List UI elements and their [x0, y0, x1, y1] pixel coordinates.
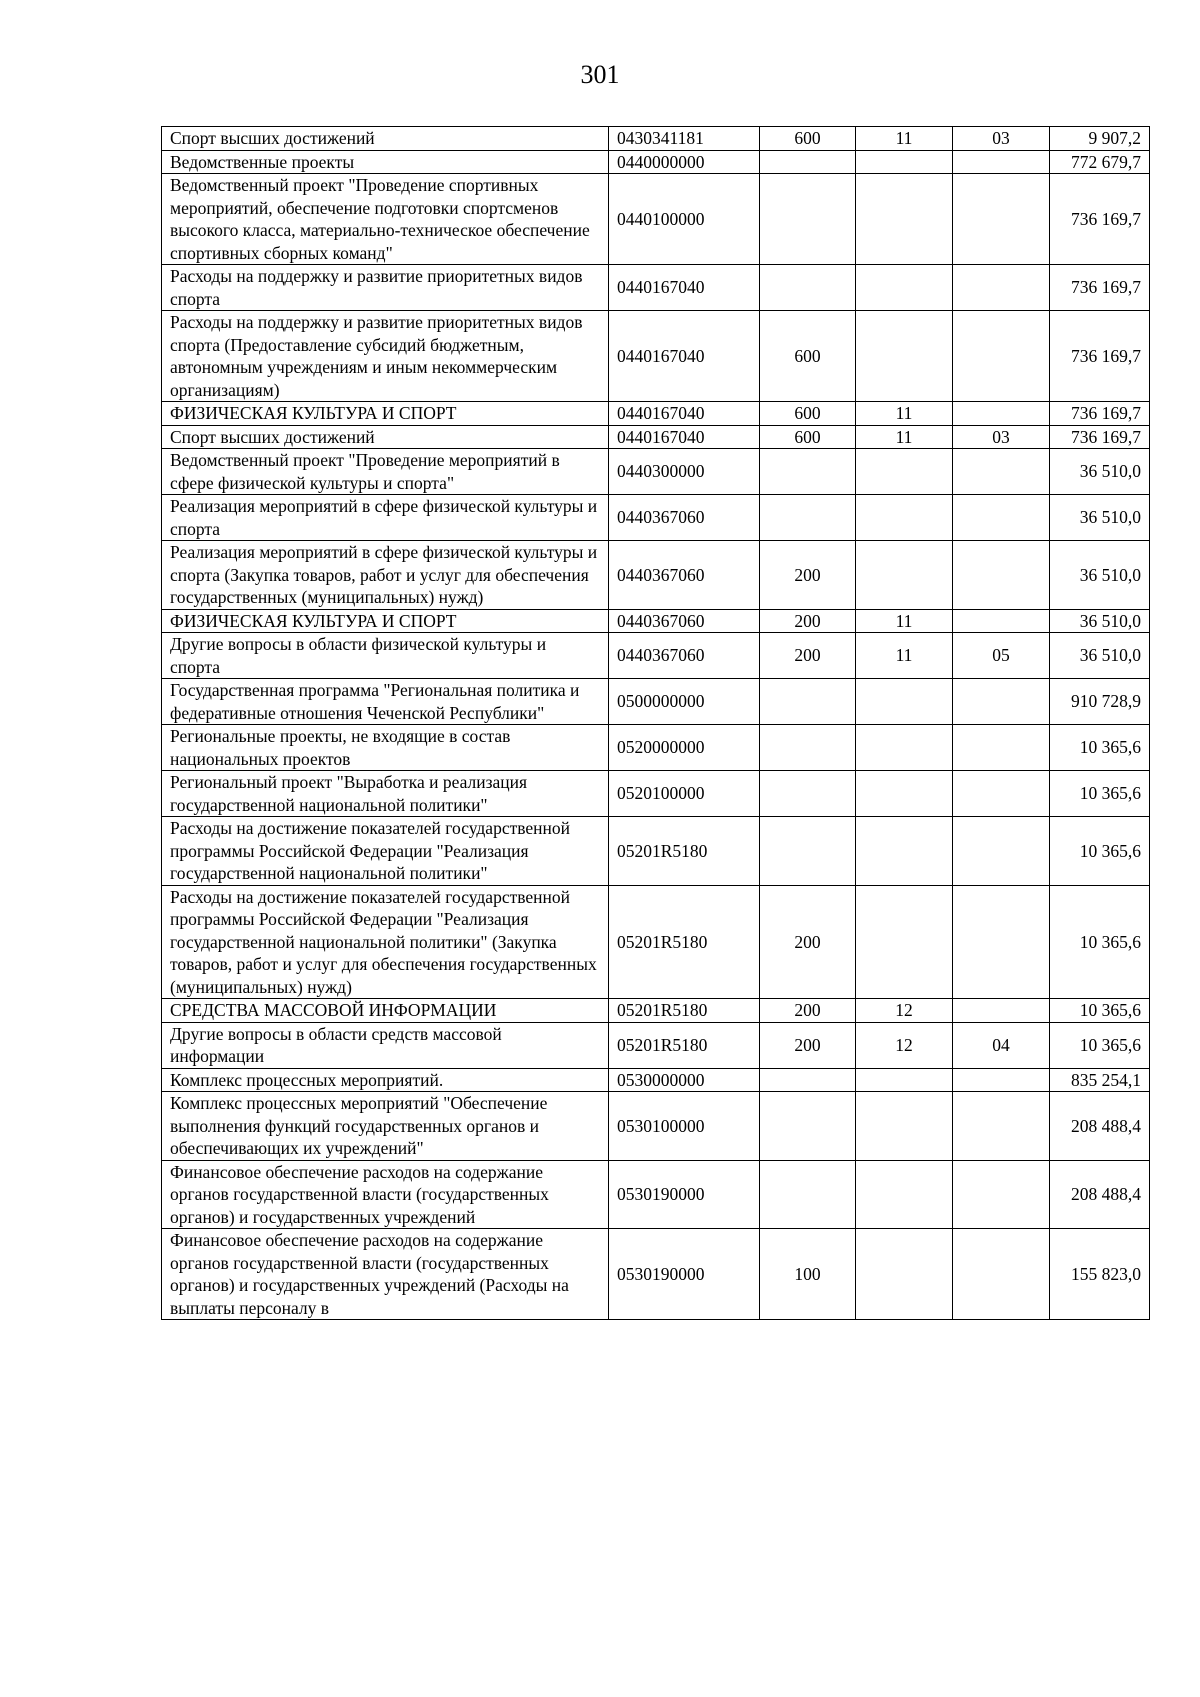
section-cell: 11 — [856, 402, 953, 426]
amount-cell: 36 510,0 — [1050, 541, 1150, 610]
page-number: 301 — [580, 60, 620, 89]
row-name-cell: Государственная программа "Региональная политика и федеративные отношения Чеченской Республики" — [162, 679, 609, 725]
expense-type-cell: 600 — [760, 425, 856, 449]
table-row — [162, 999, 1150, 1023]
budget-table-body — [162, 127, 1150, 1320]
section-cell — [856, 679, 953, 725]
expense-type-cell: 200 — [760, 885, 856, 999]
target-code-cell: 0440367060 — [609, 541, 760, 610]
amount-cell: 10 365,6 — [1050, 817, 1150, 886]
section-cell — [856, 885, 953, 999]
table-row — [162, 127, 1150, 151]
amount-cell: 36 510,0 — [1050, 449, 1150, 495]
amount-cell: 36 510,0 — [1050, 495, 1150, 541]
subsection-cell — [953, 311, 1050, 402]
subsection-cell — [953, 885, 1050, 999]
subsection-cell: 04 — [953, 1022, 1050, 1068]
row-name-cell: Расходы на поддержку и развитие приоритетных видов спорта — [162, 265, 609, 311]
amount-cell: 736 169,7 — [1050, 174, 1150, 265]
table-row — [162, 885, 1150, 999]
subsection-cell — [953, 1092, 1050, 1161]
table-row — [162, 402, 1150, 426]
subsection-cell — [953, 679, 1050, 725]
subsection-cell — [953, 725, 1050, 771]
table-row — [162, 174, 1150, 265]
section-cell — [856, 541, 953, 610]
target-code-cell: 0440100000 — [609, 174, 760, 265]
table-row — [162, 1229, 1150, 1320]
section-cell — [856, 495, 953, 541]
table-row — [162, 609, 1150, 633]
table-row — [162, 449, 1150, 495]
section-cell — [856, 817, 953, 886]
table-row — [162, 541, 1150, 610]
row-name-cell: Спорт высших достижений — [162, 127, 609, 151]
row-name-cell: ФИЗИЧЕСКАЯ КУЛЬТУРА И СПОРТ — [162, 609, 609, 633]
subsection-cell: 03 — [953, 127, 1050, 151]
expense-type-cell: 600 — [760, 402, 856, 426]
target-code-cell: 05201R5180 — [609, 885, 760, 999]
subsection-cell — [953, 150, 1050, 174]
target-code-cell: 0440367060 — [609, 495, 760, 541]
subsection-cell — [953, 999, 1050, 1023]
row-name-cell: Региональные проекты, не входящие в состав национальных проектов — [162, 725, 609, 771]
table-row — [162, 817, 1150, 886]
subsection-cell — [953, 1160, 1050, 1229]
row-name-cell: Спорт высших достижений — [162, 425, 609, 449]
subsection-cell: 03 — [953, 425, 1050, 449]
section-cell — [856, 1068, 953, 1092]
subsection-cell — [953, 265, 1050, 311]
section-cell: 11 — [856, 633, 953, 679]
subsection-cell — [953, 174, 1050, 265]
target-code-cell: 0440367060 — [609, 609, 760, 633]
section-cell — [856, 150, 953, 174]
row-name-cell: Комплекс процессных мероприятий. — [162, 1068, 609, 1092]
amount-cell: 772 679,7 — [1050, 150, 1150, 174]
section-cell — [856, 725, 953, 771]
amount-cell: 36 510,0 — [1050, 609, 1150, 633]
expense-type-cell — [760, 150, 856, 174]
amount-cell: 835 254,1 — [1050, 1068, 1150, 1092]
expense-type-cell: 100 — [760, 1229, 856, 1320]
amount-cell: 736 169,7 — [1050, 265, 1150, 311]
table-row — [162, 1022, 1150, 1068]
section-cell — [856, 265, 953, 311]
table-row — [162, 311, 1150, 402]
expense-type-cell — [760, 771, 856, 817]
target-code-cell: 05201R5180 — [609, 817, 760, 886]
table-row — [162, 1092, 1150, 1161]
target-code-cell: 05201R5180 — [609, 999, 760, 1023]
row-name-cell: Ведомственные проекты — [162, 150, 609, 174]
expense-type-cell — [760, 174, 856, 265]
amount-cell: 736 169,7 — [1050, 311, 1150, 402]
subsection-cell: 05 — [953, 633, 1050, 679]
target-code-cell: 0530190000 — [609, 1229, 760, 1320]
subsection-cell — [953, 402, 1050, 426]
amount-cell: 10 365,6 — [1050, 999, 1150, 1023]
target-code-cell: 0440367060 — [609, 633, 760, 679]
table-row — [162, 150, 1150, 174]
expense-type-cell — [760, 449, 856, 495]
amount-cell: 208 488,4 — [1050, 1160, 1150, 1229]
row-name-cell: Комплекс процессных мероприятий "Обеспечение выполнения функций государственных органов и обеспечивающих их учреждений" — [162, 1092, 609, 1161]
row-name-cell: СРЕДСТВА МАССОВОЙ ИНФОРМАЦИИ — [162, 999, 609, 1023]
target-code-cell: 0430341181 — [609, 127, 760, 151]
expense-type-cell: 600 — [760, 127, 856, 151]
row-name-cell: Другие вопросы в области физической культуры и спорта — [162, 633, 609, 679]
section-cell: 12 — [856, 1022, 953, 1068]
target-code-cell: 0530190000 — [609, 1160, 760, 1229]
subsection-cell — [953, 771, 1050, 817]
section-cell: 11 — [856, 127, 953, 151]
subsection-cell — [953, 541, 1050, 610]
amount-cell: 9 907,2 — [1050, 127, 1150, 151]
budget-table — [161, 126, 1150, 1320]
expense-type-cell — [760, 1068, 856, 1092]
expense-type-cell — [760, 817, 856, 886]
section-cell — [856, 771, 953, 817]
target-code-cell: 0440300000 — [609, 449, 760, 495]
subsection-cell — [953, 495, 1050, 541]
section-cell — [856, 311, 953, 402]
amount-cell: 10 365,6 — [1050, 885, 1150, 999]
expense-type-cell — [760, 265, 856, 311]
target-code-cell: 0530000000 — [609, 1068, 760, 1092]
amount-cell: 155 823,0 — [1050, 1229, 1150, 1320]
table-row — [162, 265, 1150, 311]
table-row — [162, 771, 1150, 817]
row-name-cell: Региональный проект "Выработка и реализация государственной национальной политики" — [162, 771, 609, 817]
section-cell — [856, 1160, 953, 1229]
subsection-cell — [953, 817, 1050, 886]
subsection-cell — [953, 1229, 1050, 1320]
row-name-cell: Реализация мероприятий в сфере физической культуры и спорта (Закупка товаров, работ и услуг для обеспечения государственных (муниципальных) нужд) — [162, 541, 609, 610]
target-code-cell: 0440000000 — [609, 150, 760, 174]
expense-type-cell — [760, 495, 856, 541]
row-name-cell: Ведомственный проект "Проведение спортивных мероприятий, обеспечение подготовки спортсменов высокого класса, материально-техническое обеспечение спортивных сборных команд" — [162, 174, 609, 265]
target-code-cell: 0440167040 — [609, 402, 760, 426]
target-code-cell: 0520000000 — [609, 725, 760, 771]
section-cell — [856, 449, 953, 495]
row-name-cell: ФИЗИЧЕСКАЯ КУЛЬТУРА И СПОРТ — [162, 402, 609, 426]
expense-type-cell: 600 — [760, 311, 856, 402]
amount-cell: 10 365,6 — [1050, 1022, 1150, 1068]
row-name-cell: Расходы на достижение показателей государственной программы Российской Федерации "Реализация государственной национальной политики" — [162, 817, 609, 886]
expense-type-cell — [760, 1092, 856, 1161]
section-cell: 11 — [856, 425, 953, 449]
row-name-cell: Расходы на поддержку и развитие приоритетных видов спорта (Предоставление субсидий бюджетным, автономным учреждениям и иным некоммерческим организациям) — [162, 311, 609, 402]
expense-type-cell — [760, 725, 856, 771]
section-cell — [856, 1092, 953, 1161]
expense-type-cell: 200 — [760, 609, 856, 633]
section-cell — [856, 174, 953, 265]
expense-type-cell: 200 — [760, 1022, 856, 1068]
section-cell — [856, 1229, 953, 1320]
target-code-cell: 0440167040 — [609, 425, 760, 449]
amount-cell: 36 510,0 — [1050, 633, 1150, 679]
target-code-cell: 0500000000 — [609, 679, 760, 725]
table-row — [162, 633, 1150, 679]
amount-cell: 10 365,6 — [1050, 725, 1150, 771]
target-code-cell: 0530100000 — [609, 1092, 760, 1161]
row-name-cell: Расходы на достижение показателей государственной программы Российской Федерации "Реализация государственной национальной политики" (Закупка товаров, работ и услуг для обеспечения государственных (муниципальных) нужд) — [162, 885, 609, 999]
table-row — [162, 425, 1150, 449]
row-name-cell: Ведомственный проект "Проведение мероприятий в сфере физической культуры и спорта" — [162, 449, 609, 495]
target-code-cell: 0440167040 — [609, 311, 760, 402]
table-row — [162, 495, 1150, 541]
section-cell: 11 — [856, 609, 953, 633]
table-row — [162, 1160, 1150, 1229]
target-code-cell: 0520100000 — [609, 771, 760, 817]
expense-type-cell — [760, 1160, 856, 1229]
amount-cell: 10 365,6 — [1050, 771, 1150, 817]
section-cell: 12 — [856, 999, 953, 1023]
row-name-cell: Финансовое обеспечение расходов на содержание органов государственной власти (государственных органов) и государственных учреждений (Расходы на выплаты персоналу в — [162, 1229, 609, 1320]
expense-type-cell — [760, 679, 856, 725]
expense-type-cell: 200 — [760, 999, 856, 1023]
subsection-cell — [953, 1068, 1050, 1092]
table-row — [162, 679, 1150, 725]
target-code-cell: 05201R5180 — [609, 1022, 760, 1068]
amount-cell: 208 488,4 — [1050, 1092, 1150, 1161]
subsection-cell — [953, 609, 1050, 633]
amount-cell: 736 169,7 — [1050, 425, 1150, 449]
row-name-cell: Финансовое обеспечение расходов на содержание органов государственной власти (государственных органов) и государственных учреждений — [162, 1160, 609, 1229]
target-code-cell: 0440167040 — [609, 265, 760, 311]
expense-type-cell: 200 — [760, 633, 856, 679]
expense-type-cell: 200 — [760, 541, 856, 610]
row-name-cell: Другие вопросы в области средств массовой информации — [162, 1022, 609, 1068]
table-row — [162, 725, 1150, 771]
amount-cell: 736 169,7 — [1050, 402, 1150, 426]
row-name-cell: Реализация мероприятий в сфере физической культуры и спорта — [162, 495, 609, 541]
subsection-cell — [953, 449, 1050, 495]
table-row — [162, 1068, 1150, 1092]
amount-cell: 910 728,9 — [1050, 679, 1150, 725]
